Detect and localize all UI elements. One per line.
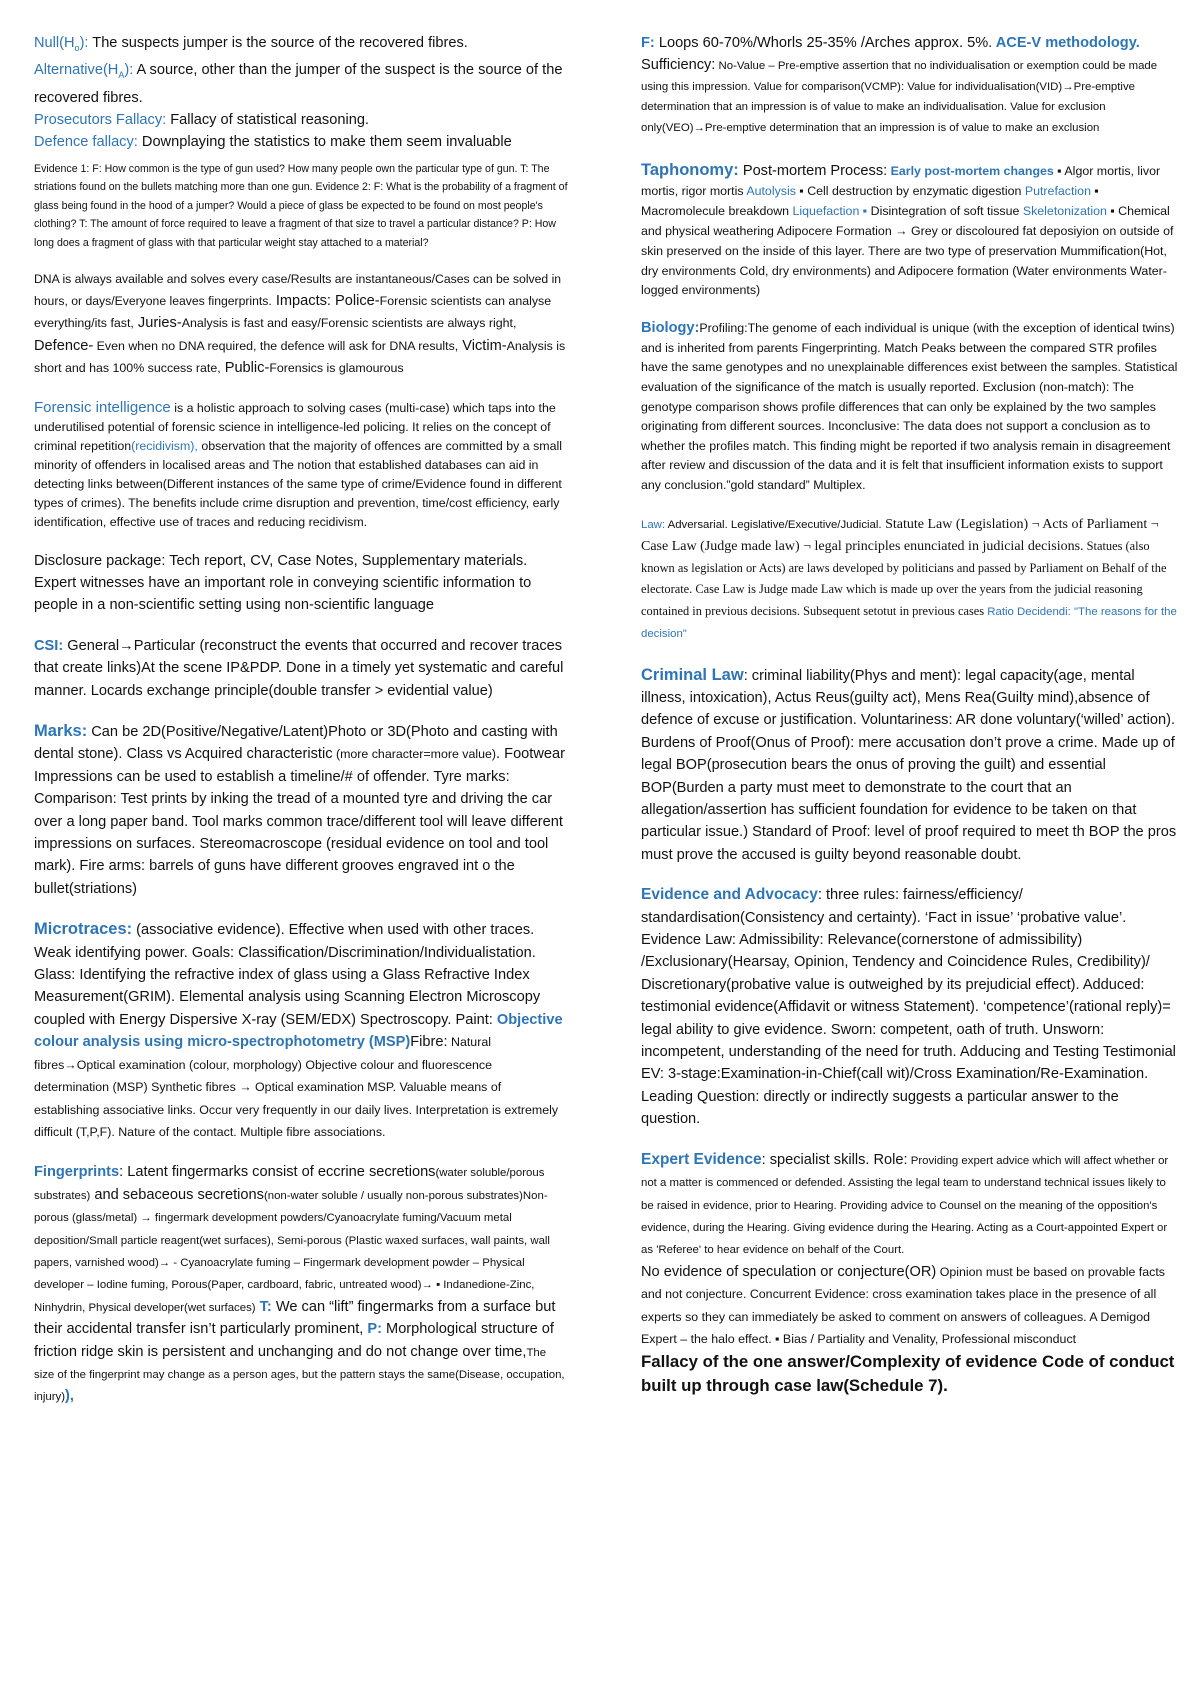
evidence-advocacy-heading: Evidence and Advocacy [641, 886, 818, 904]
defence-fallacy: Defence fallacy: Downplaying the statistics to make them seem invaluable [34, 134, 512, 151]
marks-heading: Marks: [34, 722, 88, 740]
ace-v-heading: ACE-V methodology. [992, 35, 1140, 51]
dna-impacts-block: DNA is always available and solves every case/Results are instantaneous/Cases can be solved in hours, or days/Everyone leaves fingerprints. Impacts: Police-Forensic scientists can analyse everything/its fast, Juries-Analysis is fast and easy/Forensic scientists are always right, Defence- Even when no DNA required, the defence will ask for DNA results, Victim-Analysis is short and has 100% success rate, Public-Forensics is glamourous [34, 272, 566, 377]
hypotheses-block [34, 32, 569, 154]
evidence-examples: Evidence 1: F: How common is the type of gun used? How many people own the particular type of gun. T: The striations found on the bullets matching more than one gun. Evidence 2: F: What is the probability of a fragment of glass being found in the hood of a jumper? Would a piece of glass be expected to be found on most people's clothing? T: The amount of force required to leave a fragment of that size to travel a particular distance? P: How long does a fragment of glass with that particular weight stay attached to a material? [34, 162, 568, 249]
f-label: F: [641, 35, 655, 51]
microtraces-heading: Microtraces: [34, 920, 133, 939]
criminal-law-heading: Criminal Law [641, 665, 744, 684]
taphonomy-heading: Taphonomy: [641, 161, 739, 180]
fingerprints-block: Fingerprints: Latent fingermarks consist of eccrine secretions(water soluble/porous substrates) and sebaceous secretions(non-water soluble / usually non-porous substrates)Non-porous (glass/metal) → fingermark development powders/Cyanoacrylate fuming/Vacuum metal deposition/Small particle reagent(wet surfaces), Semi-porous (Plastic waxed surfaces, wall paints, wall papers, varnished wood)→ - Cyanoacrylate fuming – Fingermark development powder – Physical developer – Iodine fuming, Porous(Paper, cardboard, fabric, untreated wood)→ ▪ Indanedione-Zinc, Ninhydrin, Physical developer(wet surfaces) T: We can “lift” fingermarks from a surface but their accidental transfer isn’t particularly prominent, P: Morphological structure of friction ridge skin is persistent and unchanging and do not change over time,The size of the fingerprint may change as a person ages, but the pattern stays the same(Disease, occupation, injury)), [34, 1164, 565, 1405]
csi-block: CSI: General→Particular (reconstruct the events that occurred and recover traces that create links)At the scene IP&PDP. Done in a timely yet systematic and careful manner. Locards exchange principle(double transfer > evidential value) [34, 637, 564, 699]
fingerprints-heading: Fingerprints [34, 1164, 120, 1181]
alt-hypothesis: $Alternative(H_A)$: A source, other than the jumper of the suspect is the source of the recovered fibres. [34, 62, 563, 106]
microtraces-block: Microtraces: (associative evidence). Effective when used with other traces. Weak identifying power. Goals: Classification/Discrimination/Individualistation. Glass: Identifying the refractive index of glass using a Glass Refractive Index Measurement(GRIM). Elemental analysis using Scanning Electron Microscopy coupled with Energy Dispersive X-ray (SEM/EDX) Spectroscopy. Paint: Objective colour analysis using micro-spectrophotometry (MSP)Fibre: Natural fibres→Optical examination (colour, morphology) Objective colour and fluorescence determination (MSP) Synthetic fibres → Optical examination MSP. Valuable means of establishing associative links. Occur very frequently in our daily lives. Interpretation is extremely difficult (T,P,F). Nature of the contact. Multiple fibre associations. [34, 920, 563, 1139]
csi-heading: CSI: [34, 637, 64, 654]
prosecutors-fallacy: Prosecutors Fallacy: Fallacy of statistical reasoning. [34, 112, 369, 129]
biology-heading: Biology: [641, 320, 700, 337]
ace-v-block: F: Loops 60-70%/Whorls 25-35% /Arches approx. 5%. ACE-V methodology. Sufficiency: No-Value – Pre-emptive assertion that no individualisation or exemption could be made using this impression. Value for comparison(VCMP): Value for individualisation(VID)→Pre-emptive determination that an impression is of value to make an individualisation. Value for exclusion only(VEO)→Pre-emptive determination that an impression is of value to make an exclusion [641, 35, 1158, 134]
marks-block: Marks: Can be 2D(Positive/Negative/Latent)Photo or 3D(Photo and casting with dental stone). Class vs Acquired characteristic (more character=more value). Footwear Impressions can be used to establish a timeline/# of offender. Tyre marks: Comparison: Test prints by inking the tread of a mounted tyre and driving the car over a long paper band. Tool marks common trace/different tool will leave different impressions on surfaces. Stereomacroscope (residual evidence on tool and tool mark). Fire arms: barrels of guns have different grooves engraved int o the bullet(striations) [34, 722, 565, 897]
null-hypothesis: $Null(H_o)$: The suspects jumper is the source of the recovered fibres. [34, 35, 468, 53]
alt-hyp-label: $Alternative(H_A)$: [34, 62, 134, 81]
evidence-advocacy-block: Evidence and Advocacy: three rules: fairness/efficiency/ standardisation(Consistency and certainty). ‘Fact in issue’ ‘probative value’. Evidence Law: Admissibility: Relevance(cornerstone of admissibility) /Exclusionary(Hearsay, Opinion, Tendency and Coincidence Rules, Credibility)/ Discretionary(probative value is outweighed by its prejudicial effect). Adduced: testimonial evidence(Affidavit or witness Statement). ‘competence’(rational reply)= legal ability to give evidence. Sworn: competent, oath of truth. Unsworn: incompetent, understanding of the need for truth. Adducing and Testing Testimonial EV: 3-stage:Examination-in-Chief(call wit)/Cross Examination/Re-Examination. Leading Question: directly or indirectly suggests a particular answer to the question. [641, 886, 1176, 1128]
law-heading: Law: [641, 518, 666, 531]
law-block: Law: Adversarial. Legislative/Executive/Judicial. Statute Law (Legislation) ¬ Acts of Parliament ¬ Case Law (Judge made law) ¬ legal principles enunciated in judicial decisions. Statues (also known as legislation or Acts) are laws developed by politicians and passed by Parliament on Behalf of the electorate. Case Law is Judge made Law which is made up over the years from the judicial reasoning contained in previous decisions. Subsequent setotut in previous cases Ratio Decidendi: "The reasons for the decision" [641, 516, 1177, 641]
forensic-intelligence-heading: Forensic intelligence [34, 398, 171, 416]
right-column [641, 32, 1181, 1415]
expert-evidence-conclusion: Fallacy of the one answer/Complexity of evidence Code of conduct built up through case law(Schedule 7). [641, 1352, 1175, 1395]
forensic-intelligence-block: Forensic intelligence is a holistic approach to solving cases (multi-case) which taps into the underutilised potential of forensic science in intelligence-led policing. It relies on the concept of criminal repetition(recidivism), observation that the majority of offences are committed by a small minority of offenders in localised areas and The notion that established databases can aid in detecting links between(Different instances of the same type of crime/Evidence found in different types of crimes). The benefits include crime disruption and prevention, time/cost efficiency, early identification, effective use of traces and reducing recidivism. [34, 398, 562, 529]
null-hyp-label: $Null(H_o)$: [34, 35, 89, 53]
disclosure-block: Disclosure package: Tech report, CV, Case Notes, Supplementary materials. Expert witnesses have an important role in conveying scientific information to people in a non-scientific setting using non-scientific language [34, 552, 532, 614]
expert-evidence-block: Expert Evidence: specialist skills. Role: Providing expert advice which will affect whether or not a matter is commenced or defended. Assisting the legal team to understand technical issues likely to be raised in evidence, prior to Hearing. Providing advice to Counsel on the meaning of the opposition's evidence, during the Hearing. Giving evidence during the Hearing. Acting as a Court-appointed Expert or as 'Referee' to hear evidence on behalf of the Court. No evidence of speculation or conjecture(OR) Opinion must be based on provable facts and not conjecture. Concurrent Evidence: cross examination takes place in the presence of all experts so they can immediately be asked to comment on answers of colleagues. A Demigod Expert – the halo effect. ▪ Bias / Partiality and Venality, Professional misconduct Fallacy of the one answer/Complexity of evidence Code of conduct built up through case law(Schedule 7). [641, 1149, 1181, 1398]
criminal-law-block: Criminal Law: criminal liability(Phys and ment): legal capacity(age, mental illness, intoxication), Actus Reus(guilty act), Mens Rea(Guilty mind),absence of defence of excuse or justification. Voluntariness: AR done voluntary(‘willed’ action). Burdens of Proof(Onus of Proof): mere accusation don’t prove a crime. Made up of legal BOP(prosecution bears the onus of proving the guilt) and essential BOP(Burden a party must meet to demonstrate to the court that an allegation/assertion has sufficient foundation for evidence to be taken on that particular issue.) Standard of Proof: level of proof required to meet th BOP the pros must prove the accused is guilty beyond reasonable doubt. [641, 665, 1177, 863]
taphonomy-block: Taphonomy: Post-mortem Process: Early post-mortem changes ▪ Algor mortis, livor mortis, rigor mortis Autolysis ▪ Cell destruction by enzymatic digestion Putrefaction ▪ Macromolecule breakdown Liquefaction ▪ Disintegration of soft tissue Skeletonization ▪ Chemical and physical weathering Adipocere Formation → Grey or discoloured fat deposiyion on outside of skin preserved on the inside of this layer. There are two type of preservation Mummification(Hot, dry environments Cold, dry environments) and Adipocere formation (Water environments Water-logged environments) [641, 161, 1174, 298]
left-column [34, 32, 569, 1426]
biology-block: Biology:Profiling:The genome of each individual is unique (with the exception of identical twins) and is inherited from parents Fingerprinting. Match Peaks between the compared STR profiles have the same genotypes and no unexplainable differences exist between the samples. Statistical evaluation of the significance of the match is usually reported. Exclusion (non-match): The genotype comparison shows profile differences that can only be explained by the two samples originating from different sources. Inconclusive: The data does not support a conclusion as to whether the profiles match. This finding might be reported if two analysis remain in disagreement after review and discussion of the data and it is felt that insufficient information exists to support any conclusion.”gold standard” Multiplex. [641, 320, 1178, 492]
expert-evidence-heading: Expert Evidence [641, 1150, 762, 1168]
